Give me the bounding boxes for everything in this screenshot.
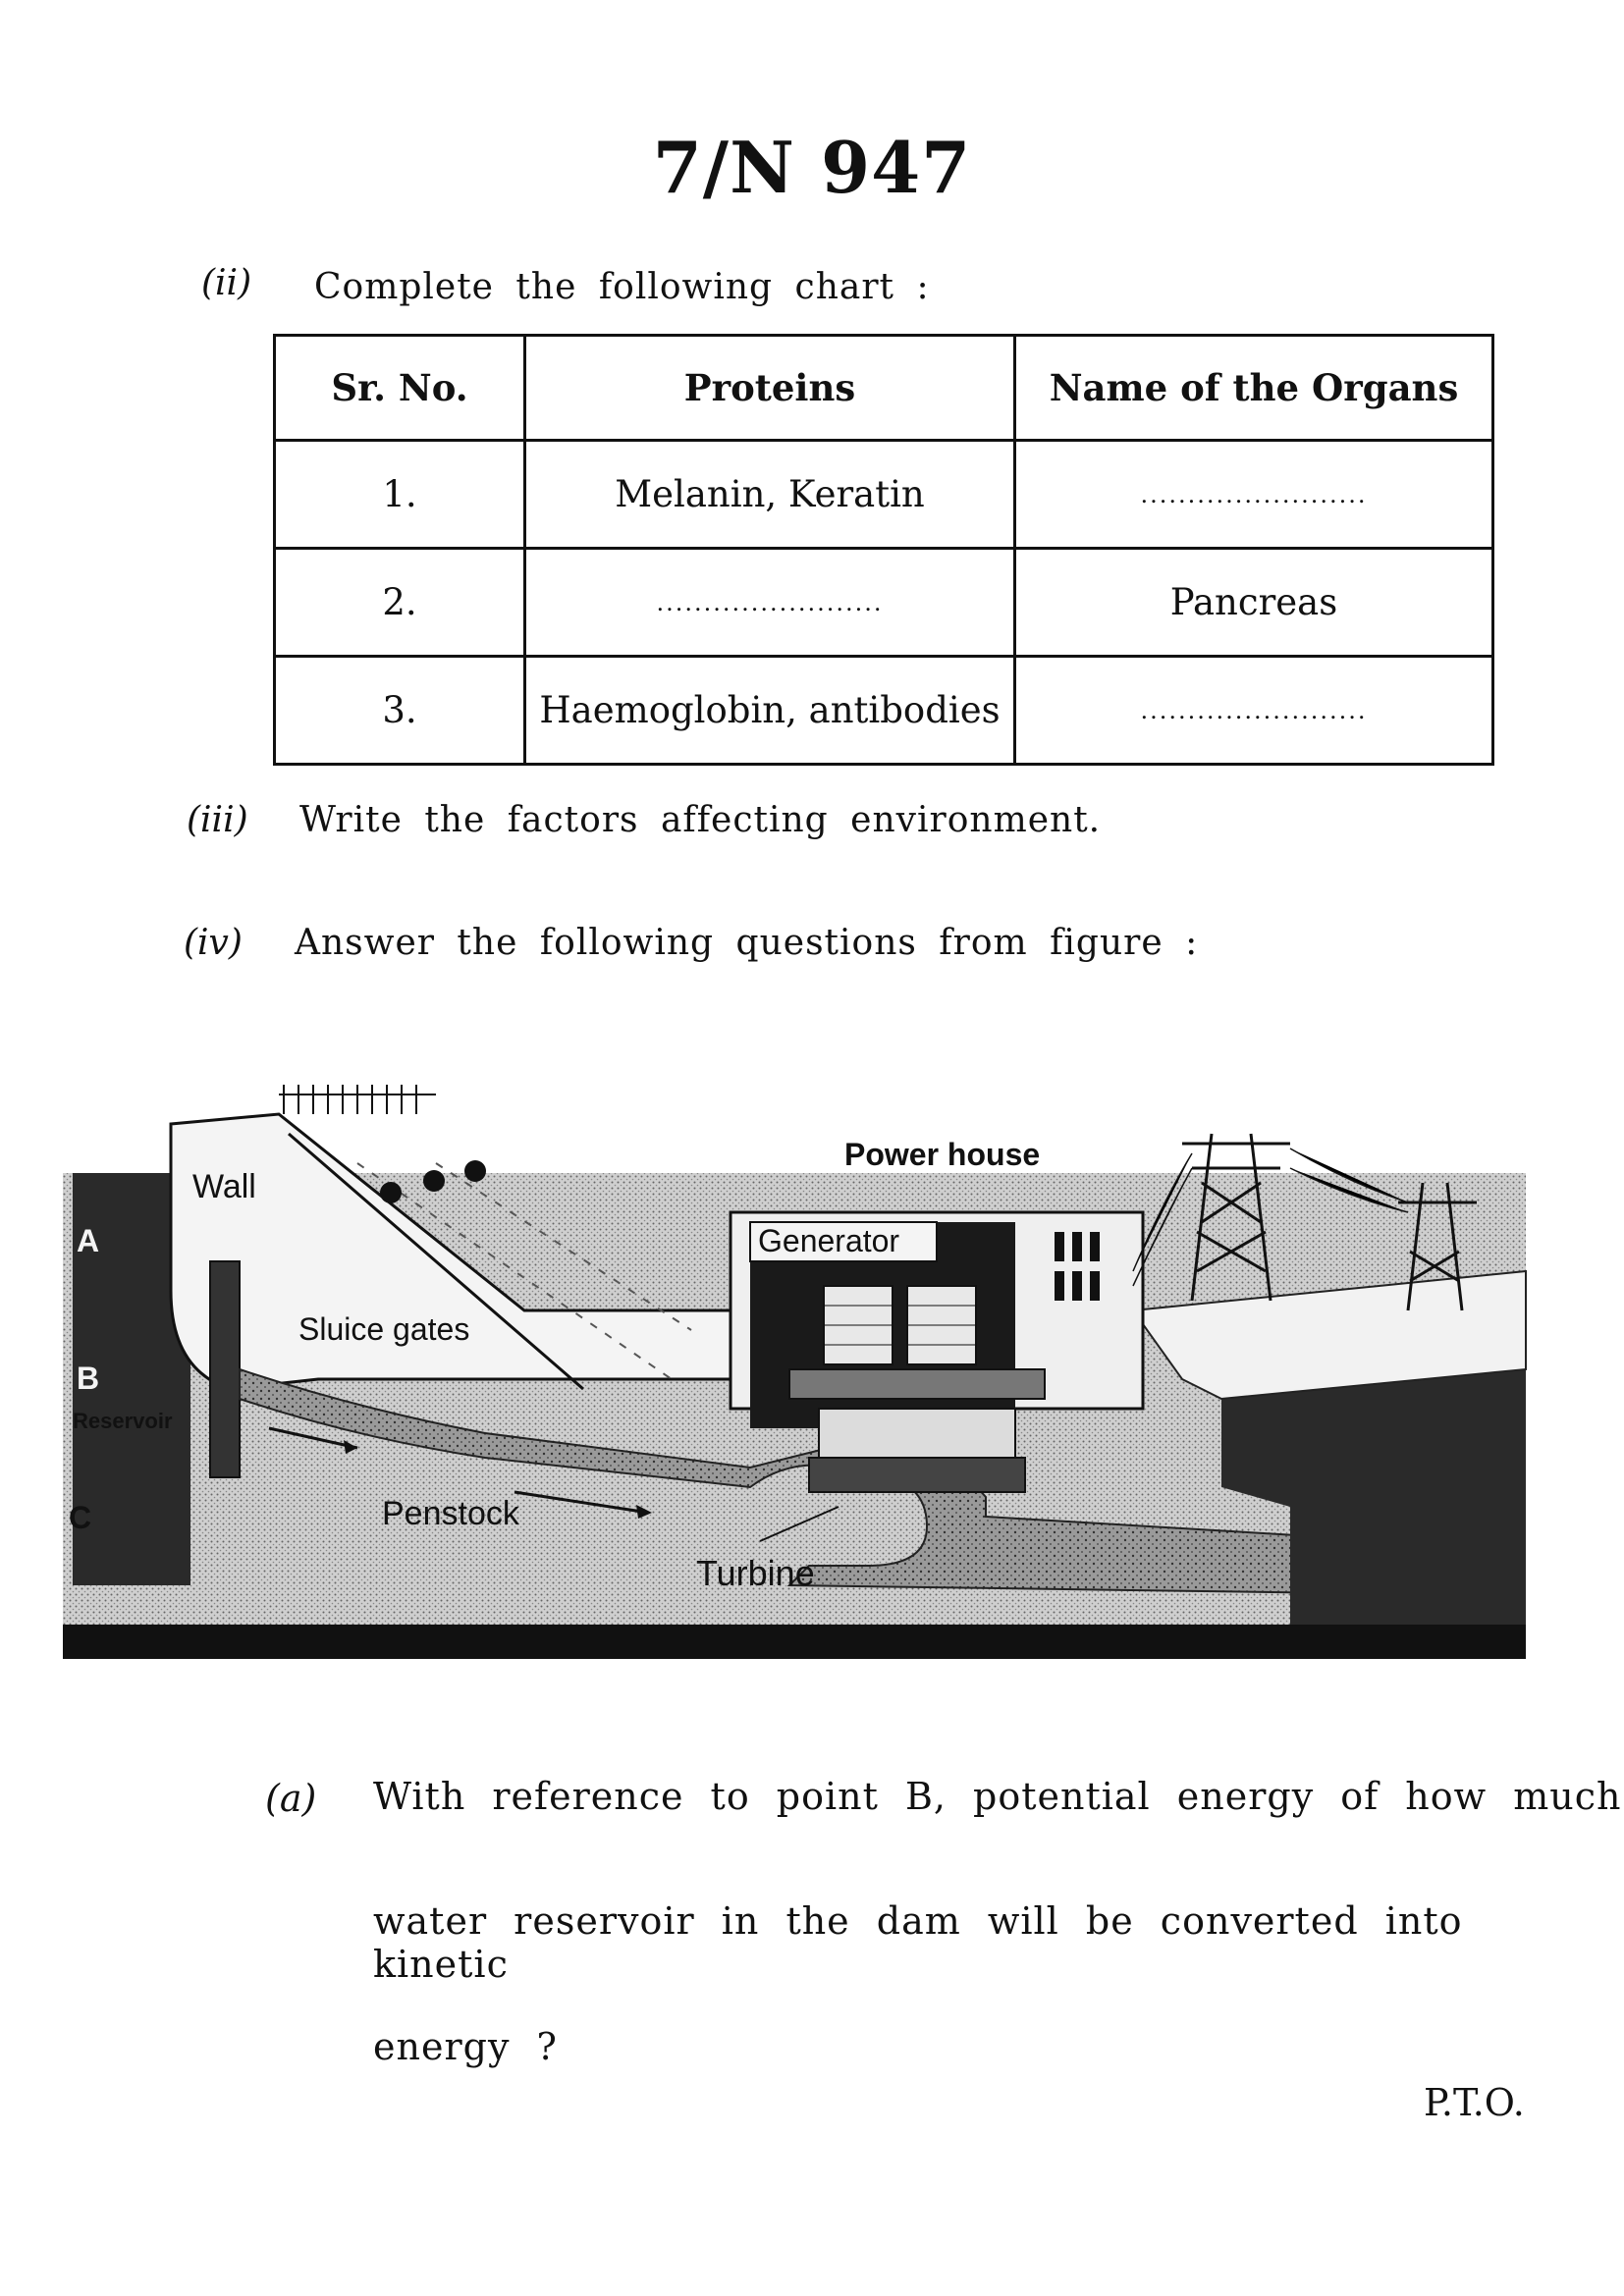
generator-base [789, 1369, 1045, 1399]
dam-gate-hole-1 [380, 1182, 402, 1203]
col-header-sr-no: Sr. No. [275, 336, 525, 441]
protein-organ-table [273, 334, 1494, 766]
cell-sr-no: 1. [275, 441, 525, 549]
table-row [275, 441, 1493, 549]
label-turbine: Turbine [696, 1553, 815, 1593]
cell-protein-blank: ........................ [525, 549, 1015, 657]
sluice-gate-post [210, 1261, 240, 1477]
question-ii-text: Complete the following chart : [314, 267, 930, 307]
cell-protein: Haemoglobin, antibodies [525, 657, 1015, 765]
cell-organ-blank: ........................ [1015, 441, 1493, 549]
cell-sr-no: 3. [275, 657, 525, 765]
question-a-line-3: energy ? [373, 2025, 558, 2068]
turbine-unit [809, 1458, 1025, 1492]
dam-top-railing [279, 1085, 436, 1114]
question-iv-number: (iv) [184, 923, 243, 963]
question-a-line-1: With reference to point B, potential energy of how much [373, 1775, 1622, 1818]
turbine-shaft [819, 1409, 1015, 1458]
label-power-house: Power house [844, 1137, 1041, 1172]
cell-organ-blank: ........................ [1015, 657, 1493, 765]
label-point-a: A [77, 1223, 100, 1258]
col-header-proteins: Proteins [525, 336, 1015, 441]
paper-code: 7/N 947 [652, 126, 972, 209]
label-point-c: C [69, 1500, 92, 1535]
label-penstock: Penstock [382, 1495, 519, 1532]
cell-sr-no: 2. [275, 549, 525, 657]
hydroelectric-dam-diagram [63, 1075, 1536, 1683]
col-header-organs: Name of the Organs [1015, 336, 1493, 441]
dam-gate-hole-3 [464, 1160, 486, 1182]
label-reservoir: Reservoir [73, 1409, 173, 1433]
dam-gate-hole-2 [423, 1170, 445, 1192]
table-row [275, 657, 1493, 765]
table-header-row [275, 336, 1493, 441]
ground-base-band [63, 1625, 1526, 1659]
question-iv-text: Answer the following questions from figure : [295, 923, 1199, 963]
cell-protein: Melanin, Keratin [525, 441, 1015, 549]
question-iii-number: (iii) [187, 800, 248, 840]
table-row [275, 549, 1493, 657]
question-a-number: (a) [265, 1777, 317, 1820]
label-generator: Generator [758, 1223, 900, 1258]
question-iii-text: Write the factors affecting environment. [299, 800, 1102, 840]
page-turn-over: P.T.O. [1424, 2081, 1525, 2124]
question-a-line-2: water reservoir in the dam will be converted into kinetic [373, 1899, 1463, 1986]
label-sluice-gates: Sluice gates [298, 1311, 470, 1347]
question-ii-number: (ii) [201, 263, 252, 303]
cell-organ: Pancreas [1015, 549, 1493, 657]
label-wall: Wall [192, 1168, 256, 1205]
label-point-b: B [77, 1361, 100, 1396]
